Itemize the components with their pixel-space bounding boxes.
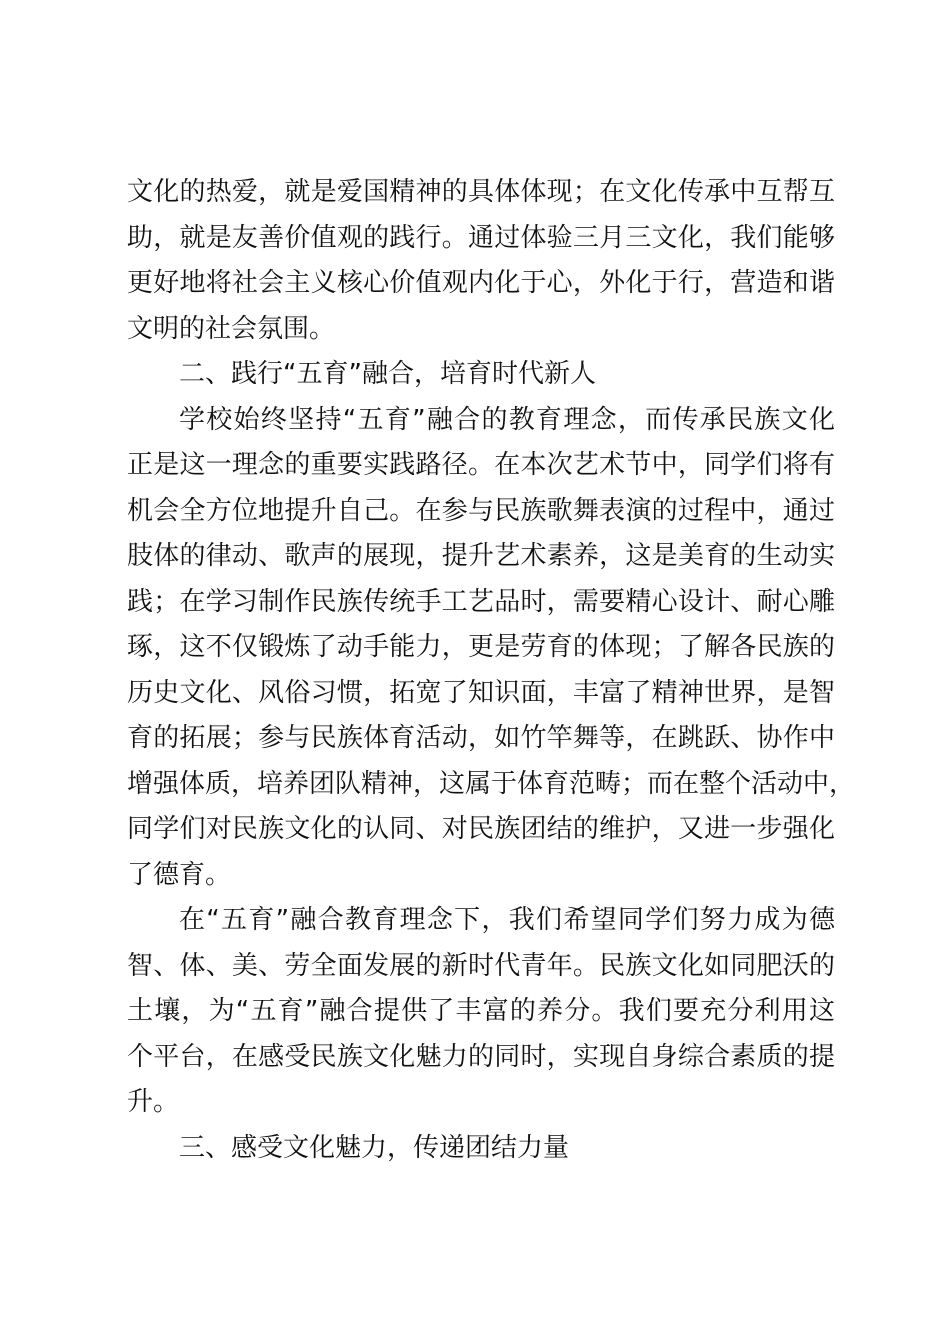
paragraph-line: 在“五育”融合教育理念下，我们希望同学们努力成为德	[179, 905, 835, 935]
paragraph-line: 机会全方位地提升自己。在参与民族歌舞表演的过程中，通过	[127, 495, 835, 526]
paragraph-line: 正是这一理念的重要实践路径。在本次艺术节中，同学们将有	[127, 450, 835, 480]
paragraph-line: 文明的社会氛围。	[127, 313, 336, 344]
paragraph-line: 升。	[127, 1087, 180, 1117]
paragraph-line: 文化的热爱，就是爱国精神的具体体现；在文化传承中互帮互	[127, 177, 835, 207]
paragraph-line: 同学们对民族文化的认同、对民族团结的维护，又进一步强化	[127, 814, 835, 844]
section-heading-3: 三、感受文化魅力，传递团结力量	[179, 1132, 570, 1163]
paragraph-line: 个平台，在感受民族文化魅力的同时，实现自身综合素质的提	[127, 1041, 835, 1072]
paragraph-line: 学校始终坚持“五育”融合的教育理念，而传承民族文化	[179, 404, 835, 435]
paragraph-line: 育的拓展；参与民族体育活动，如竹竿舞等，在跳跃、协作中	[127, 723, 835, 753]
paragraph-line: 更好地将社会主义核心价值观内化于心，外化于行，营造和谐	[127, 268, 835, 298]
paragraph-line: 琢，这不仅锻炼了动手能力，更是劳育的体现；了解各民族的	[127, 632, 835, 662]
paragraph-line: 了德育。	[127, 859, 232, 890]
paragraph-line: 增强体质，培养团队精神，这属于体育范畴；而在整个活动中，	[127, 768, 856, 799]
paragraph-line: 肢体的律动、歌声的展现，提升艺术素养，这是美育的生动实	[127, 541, 835, 571]
paragraph-line: 践；在学习制作民族传统手工艺品时，需要精心设计、耐心雕	[127, 586, 835, 617]
section-heading-2: 二、践行“五育”融合，培育时代新人	[179, 359, 596, 389]
paragraph-line: 智、体、美、劳全面发展的新时代青年。民族文化如同肥沃的	[127, 950, 835, 981]
paragraph-line: 助，就是友善价值观的践行。通过体验三月三文化，我们能够	[127, 222, 835, 253]
paragraph-line: 历史文化、风俗习惯，拓宽了知识面，丰富了精神世界，是智	[127, 677, 835, 708]
document-body	[127, 170, 856, 1171]
paragraph-line: 土壤，为“五育”融合提供了丰富的养分。我们要充分利用这	[127, 996, 835, 1026]
